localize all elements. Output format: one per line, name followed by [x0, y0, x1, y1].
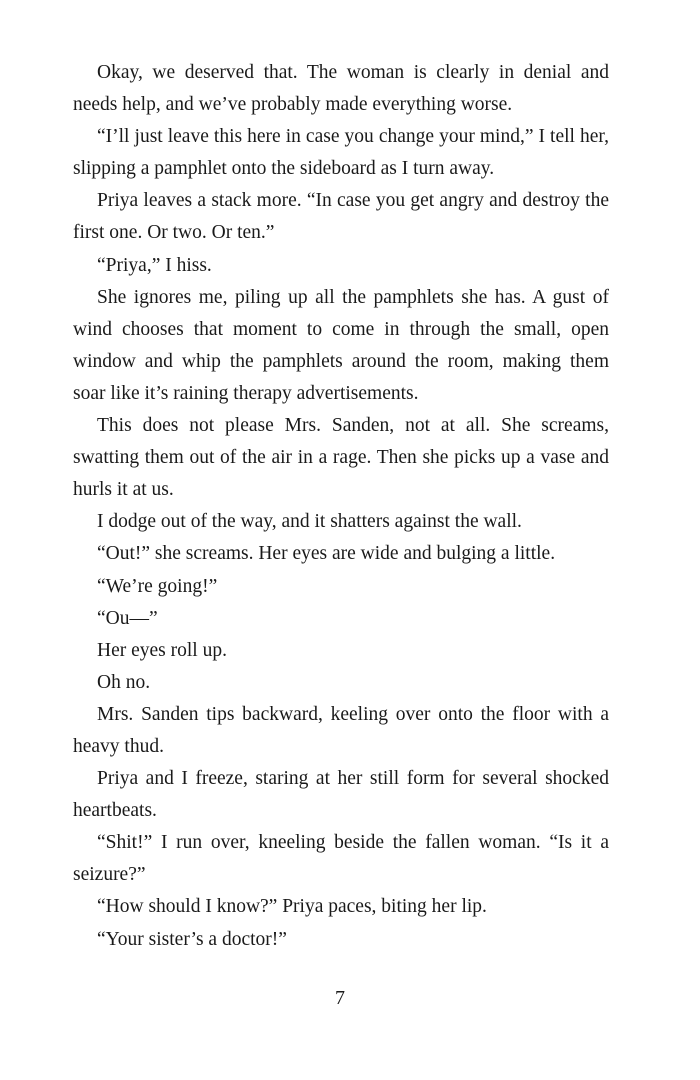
paragraph: “How should I know?” Priya paces, biting her lip. — [97, 896, 487, 918]
paragraph: Mrs. Sanden tips backward, keeling over onto the floor with a heavy thud. — [73, 703, 609, 757]
paragraph: This does not please Mrs. Sanden, not at all. She screams, swatting them out of the air in a rage. Then she picks up a vase and hurls it at us. — [73, 415, 609, 501]
paragraph: I dodge out of the way, and it shatters against the wall. — [97, 511, 522, 533]
paragraph: “Ou—” — [97, 607, 158, 629]
page-number: 7 — [335, 987, 345, 1009]
paragraph: “Priya,” I hiss. — [97, 254, 212, 276]
paragraph: Priya leaves a stack more. “In case you get angry and destroy the first one. Or two. Or ten.” — [73, 190, 609, 244]
paragraph: Oh no. — [97, 671, 151, 693]
paragraph: “We’re going!” — [97, 575, 218, 597]
paragraph: Her eyes roll up. — [97, 639, 227, 661]
paragraph: “Shit!” I run over, kneeling beside the fallen woman. “Is it a seizure?” — [73, 832, 609, 886]
paragraph: “Out!” she screams. Her eyes are wide and bulging a little. — [97, 543, 556, 565]
paragraph: Priya and I freeze, staring at her still form for several shocked heartbeats. — [73, 768, 609, 822]
paragraph: Okay, we deserved that. The woman is clearly in denial and needs help, and we’ve probably made everything worse. — [73, 62, 609, 116]
page-body — [73, 57, 609, 956]
paragraph: “Your sister’s a doctor!” — [97, 928, 287, 950]
paragraph: “I’ll just leave this here in case you change your mind,” I tell her, slipping a pamphlet onto the sideboard as I turn away. — [73, 126, 609, 180]
paragraph: She ignores me, piling up all the pamphlets she has. A gust of wind chooses that moment to come in through the small, open window and whip the pamphlets around the room, making them soar like it’s raining therapy advertisements. — [73, 286, 609, 404]
